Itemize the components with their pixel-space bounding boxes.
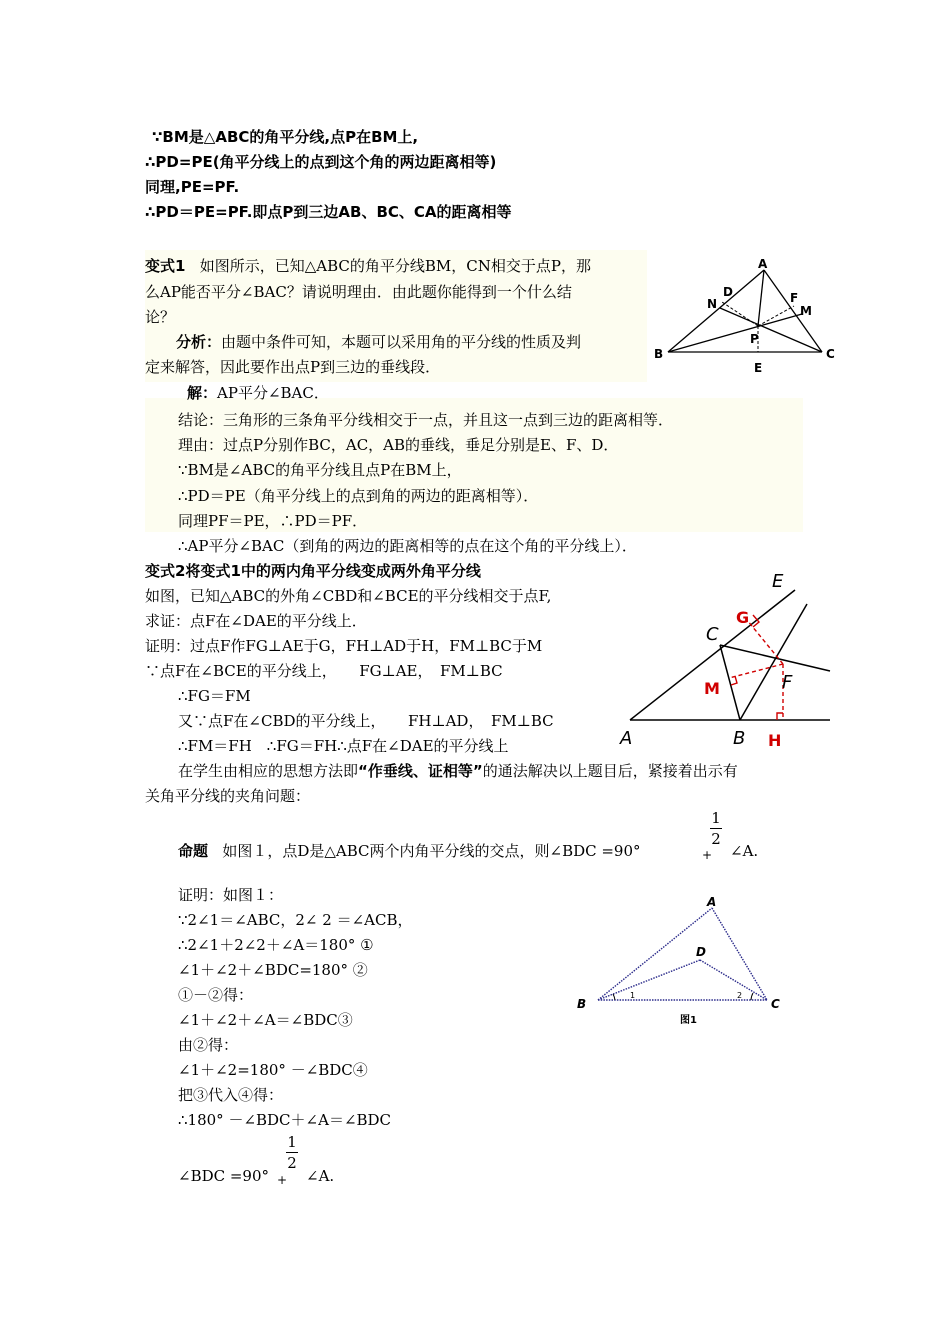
- conclusion-line-6: ∴AP平分∠BAC（到角的两边的距离相等的点在这个角的平分线上）．: [178, 537, 637, 555]
- fig2-label-m: M: [704, 679, 720, 698]
- fig1-label-d: D: [723, 285, 733, 299]
- variant1-question-line-1: 变式1 如图所示，已知△ABC的角平分线BM，CN相交于点P，那: [145, 257, 591, 275]
- proof-final-text: ∠BDC =90°: [178, 1167, 270, 1185]
- proof-line-2: ∵2∠1＝∠ABC，2∠ 2 ＝∠ACB，: [178, 911, 413, 929]
- fig2-label-f: F: [782, 672, 793, 693]
- variant1-question-line-2: 么AP能否平分∠BAC？请说明理由．由此题你能得到一个什么结: [145, 283, 572, 301]
- transition-line-1: 在学生由相应的思想方法即“作垂线、证相等”的通法解决以上题目后，紧接着出示有: [178, 762, 738, 780]
- proof-line-6: ∠1＋∠2＋∠A＝∠BDC③: [178, 1011, 353, 1029]
- proof-line-8: ∠1＋∠2=180° －∠BDC④: [178, 1061, 368, 1079]
- solution-line: 解：AP平分∠BAC．: [187, 384, 329, 402]
- variant2-heading: 变式2将变式1中的两内角平分线变成两外角平分线: [145, 562, 481, 580]
- proposition-figure: [570, 890, 800, 1035]
- variant2-line-1: 如图，已知△ABC的外角∠CBD和∠BCE的平分线相交于点F,: [145, 587, 552, 605]
- fig1-label-m: M: [800, 304, 812, 318]
- variant2-line-4: ∵点F在∠BCE的平分线上， FG⊥AE， FM⊥BC: [145, 662, 503, 680]
- fig3-label-b: B: [577, 997, 587, 1011]
- proposition-fraction: 1 2: [711, 809, 721, 848]
- variant2-line-2: 求证：点F在∠DAE的平分线上．: [145, 612, 367, 630]
- analysis-line-2: 定来解答，因此要作出点P到三边的垂线段．: [145, 358, 441, 376]
- proposition-line: 命题 如图１，点D是△ABC两个内角平分线的交点，则∠BDC =90°: [178, 842, 641, 860]
- transition-emphasis: “作垂线、证相等”: [358, 762, 483, 780]
- fig2-label-h: H: [768, 731, 782, 750]
- proposition-plus: +: [702, 848, 713, 862]
- intro-line-1: ∵BM是△ABC的角平分线,点P在BM上,: [152, 128, 419, 146]
- fig3-label-a: A: [707, 895, 717, 909]
- solution-label: 解：: [187, 384, 218, 402]
- proof-line-10: ∴180° －∠BDC＋∠A＝∠BDC: [178, 1111, 392, 1129]
- proof-line-7: 由②得：: [178, 1036, 239, 1054]
- fig2-label-a: A: [620, 728, 633, 749]
- fig1-label-a: A: [758, 257, 768, 271]
- fig1-label-c: C: [826, 347, 835, 361]
- fig1-label-b: B: [654, 347, 664, 361]
- proof-line-5: ①－②得：: [178, 986, 254, 1004]
- variant2-line-5: ∴FG＝FM: [178, 687, 251, 705]
- variant1-figure: [650, 252, 850, 382]
- conclusion-line-2: 理由：过点P分别作BC，AC，AB的垂线，垂足分别是E、F、D．: [178, 436, 619, 454]
- proposition-tail: ∠A.: [730, 842, 759, 860]
- proof-final-plus: +: [277, 1173, 288, 1187]
- intro-line-4: ∴PD＝PE=PF.即点P到三边AB、BC、CA的距离相等: [145, 203, 512, 221]
- proof-final-tail: ∠A.: [306, 1167, 335, 1185]
- proof-line-1: 证明：如图１：: [178, 886, 284, 904]
- conclusion-line-1: 结论：三角形的三条角平分线相交于一点，并且这一点到三边的距离相等．: [178, 411, 674, 429]
- fig3-label-d: D: [696, 945, 706, 959]
- proof-line-3: ∴2∠1＋2∠2＋∠A＝180° ①: [178, 936, 374, 954]
- proof-final-fraction: 1 2: [287, 1133, 297, 1172]
- conclusion-line-4: ∴PD＝PE（角平分线上的点到角的两边的距离相等）．: [178, 487, 539, 505]
- fig1-label-f: F: [790, 291, 799, 305]
- fig1-label-e: E: [754, 361, 763, 375]
- fig2-label-c: C: [706, 624, 719, 645]
- analysis-label: 分析：: [176, 333, 222, 351]
- fig3-angle-2: 2: [737, 991, 743, 1000]
- analysis-line-1: 分析：由题中条件可知，本题可以采用角的平分线的性质及判: [176, 333, 582, 351]
- proposition-label: 命题: [178, 842, 209, 860]
- variant2-line-6: 又∵点F在∠CBD的平分线上， FH⊥AD， FM⊥BC: [178, 712, 554, 730]
- variant2-figure: [615, 566, 840, 756]
- fig2-label-g: G: [736, 608, 750, 627]
- fig3-caption: 图1: [680, 1015, 697, 1026]
- proof-line-4: ∠1＋∠2＋∠BDC=180° ②: [178, 961, 368, 979]
- conclusion-line-5: 同理PF＝PE，∴PD＝PF．: [178, 512, 368, 530]
- intro-line-3: 同理,PE=PF.: [145, 178, 240, 196]
- fig3-label-c: C: [771, 997, 780, 1011]
- intro-line-2: ∴PD=PE(角平分线上的点到这个角的两边距离相等): [145, 153, 497, 171]
- transition-line-2: 关角平分线的夹角问题：: [145, 787, 311, 805]
- variant1-heading: 变式1: [145, 257, 186, 275]
- fig1-label-n: N: [707, 297, 718, 311]
- variant1-question-line-3: 论？: [145, 308, 176, 326]
- fig3-angle-1: 1: [630, 991, 636, 1000]
- fig2-label-e: E: [772, 571, 784, 592]
- variant2-line-3: 证明：过点F作FG⊥AE于G，FH⊥AD于H，FM⊥BC于M: [145, 637, 543, 655]
- fig2-label-b: B: [733, 728, 746, 749]
- proof-line-9: 把③代入④得：: [178, 1086, 284, 1104]
- variant2-line-7: ∴FM＝FH ∴FG＝FH∴点F在∠DAE的平分线上: [178, 737, 509, 755]
- fig1-label-p: P: [750, 332, 759, 346]
- conclusion-line-3: ∵BM是∠ABC的角平分线且点P在BM上，: [178, 461, 462, 479]
